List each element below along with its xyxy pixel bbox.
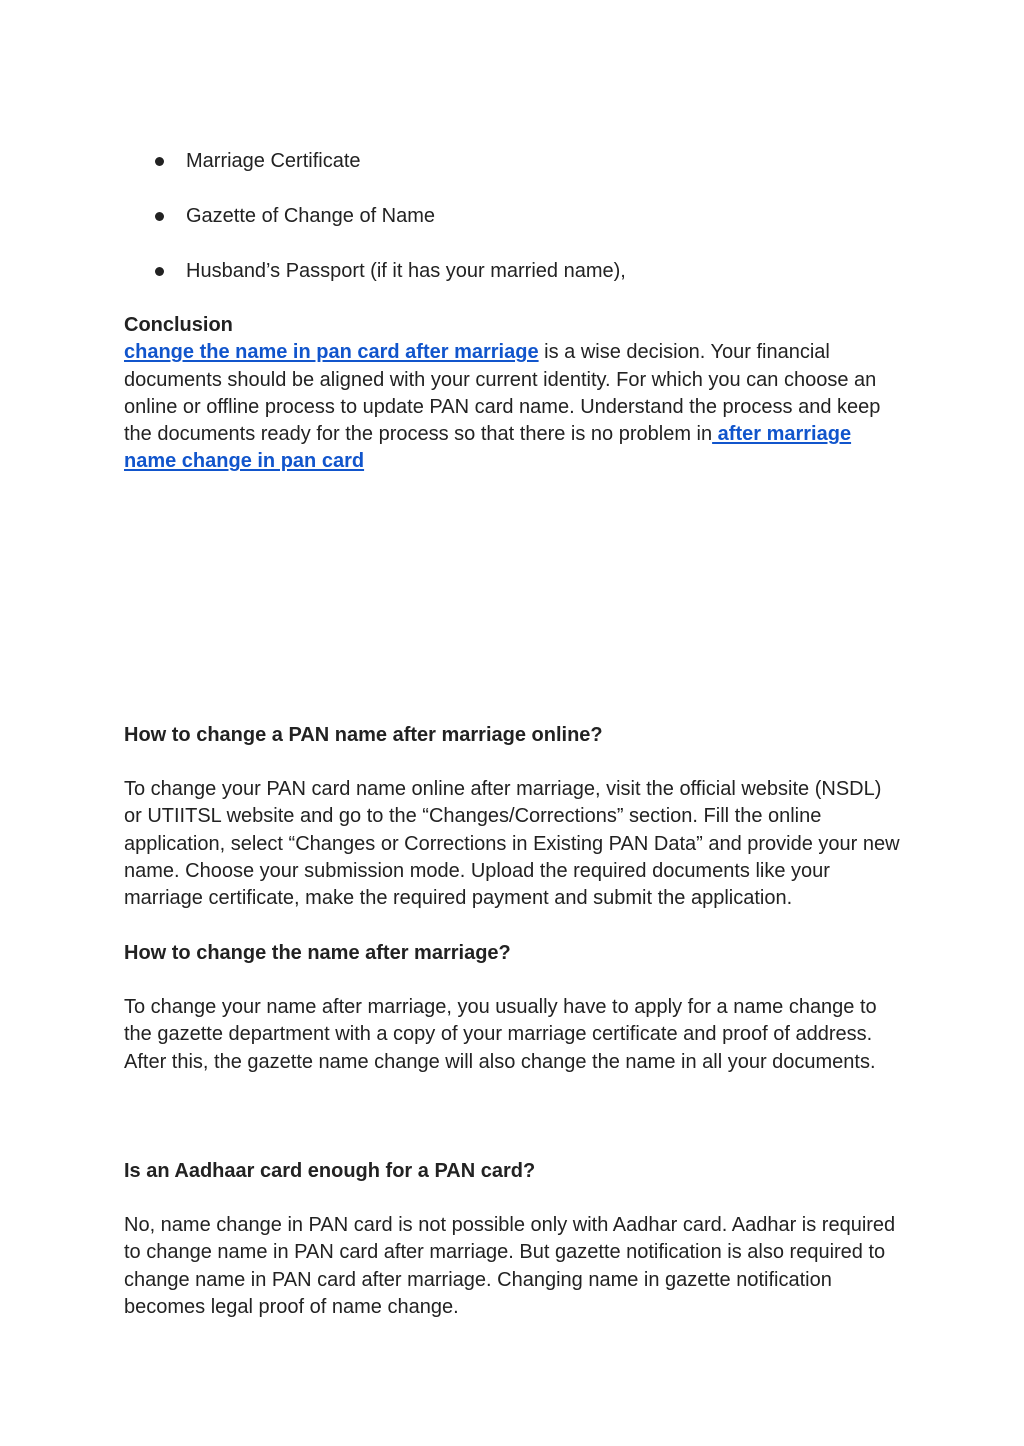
conclusion-heading: Conclusion: [124, 314, 233, 336]
required-documents-list: [124, 148, 904, 313]
bullet-icon: [155, 212, 164, 221]
faq-answer-1: To change your PAN card name online after marriage, visit the official website (NSDL) or UTIITSL website and go to the “Changes/Corrections” section. Fill the online application, select “Changes or Corrections in Existing PAN Data” and provide your new name. Choose your submission mode. Upload the required documents like your marriage certificate, make the required payment and submit the application.: [124, 778, 900, 910]
marriage-name-change-link[interactable]: after marriage name change in pan card: [124, 423, 852, 473]
faq-question-2: How to change the name after marriage?: [124, 942, 511, 964]
list-item: [124, 203, 904, 230]
conclusion-paragraph: [124, 339, 904, 475]
faq-question-3: Is an Aadhaar card enough for a PAN card?: [124, 1160, 536, 1182]
conclusion-section: [124, 312, 904, 476]
conclusion-text: is a wise decision. Your financial documents should be aligned with your current identity. For which you can choose an online or offline process to update PAN card name. Understand the process and keep the documents ready for the process so that there is no problem in: [124, 341, 881, 446]
bullet-icon: [155, 157, 164, 166]
list-item-text: Gazette of Change of Name: [186, 205, 436, 227]
faq-answer-3: No, name change in PAN card is not possible only with Aadhar card. Aadhar is required to change name in PAN card after marriage. But gazette notification is also required to change name in PAN card after marriage. Changing name in gazette notification becomes legal proof of name change.: [124, 1214, 896, 1318]
faq-answer-2: To change your name after marriage, you usually have to apply for a name change to the gazette department with a copy of your marriage certificate and proof of address. After this, the gazette name change will also change the name in all your documents.: [124, 996, 877, 1073]
bullet-icon: [155, 267, 164, 276]
list-item: [124, 148, 904, 175]
faq-question-1: How to change a PAN name after marriage online?: [124, 724, 603, 746]
list-item: [124, 258, 904, 285]
list-item-text: Marriage Certificate: [186, 150, 361, 172]
pan-name-change-link[interactable]: change the name in pan card after marriage: [124, 341, 539, 364]
list-item-text: Husband’s Passport (if it has your married name),: [186, 260, 626, 282]
